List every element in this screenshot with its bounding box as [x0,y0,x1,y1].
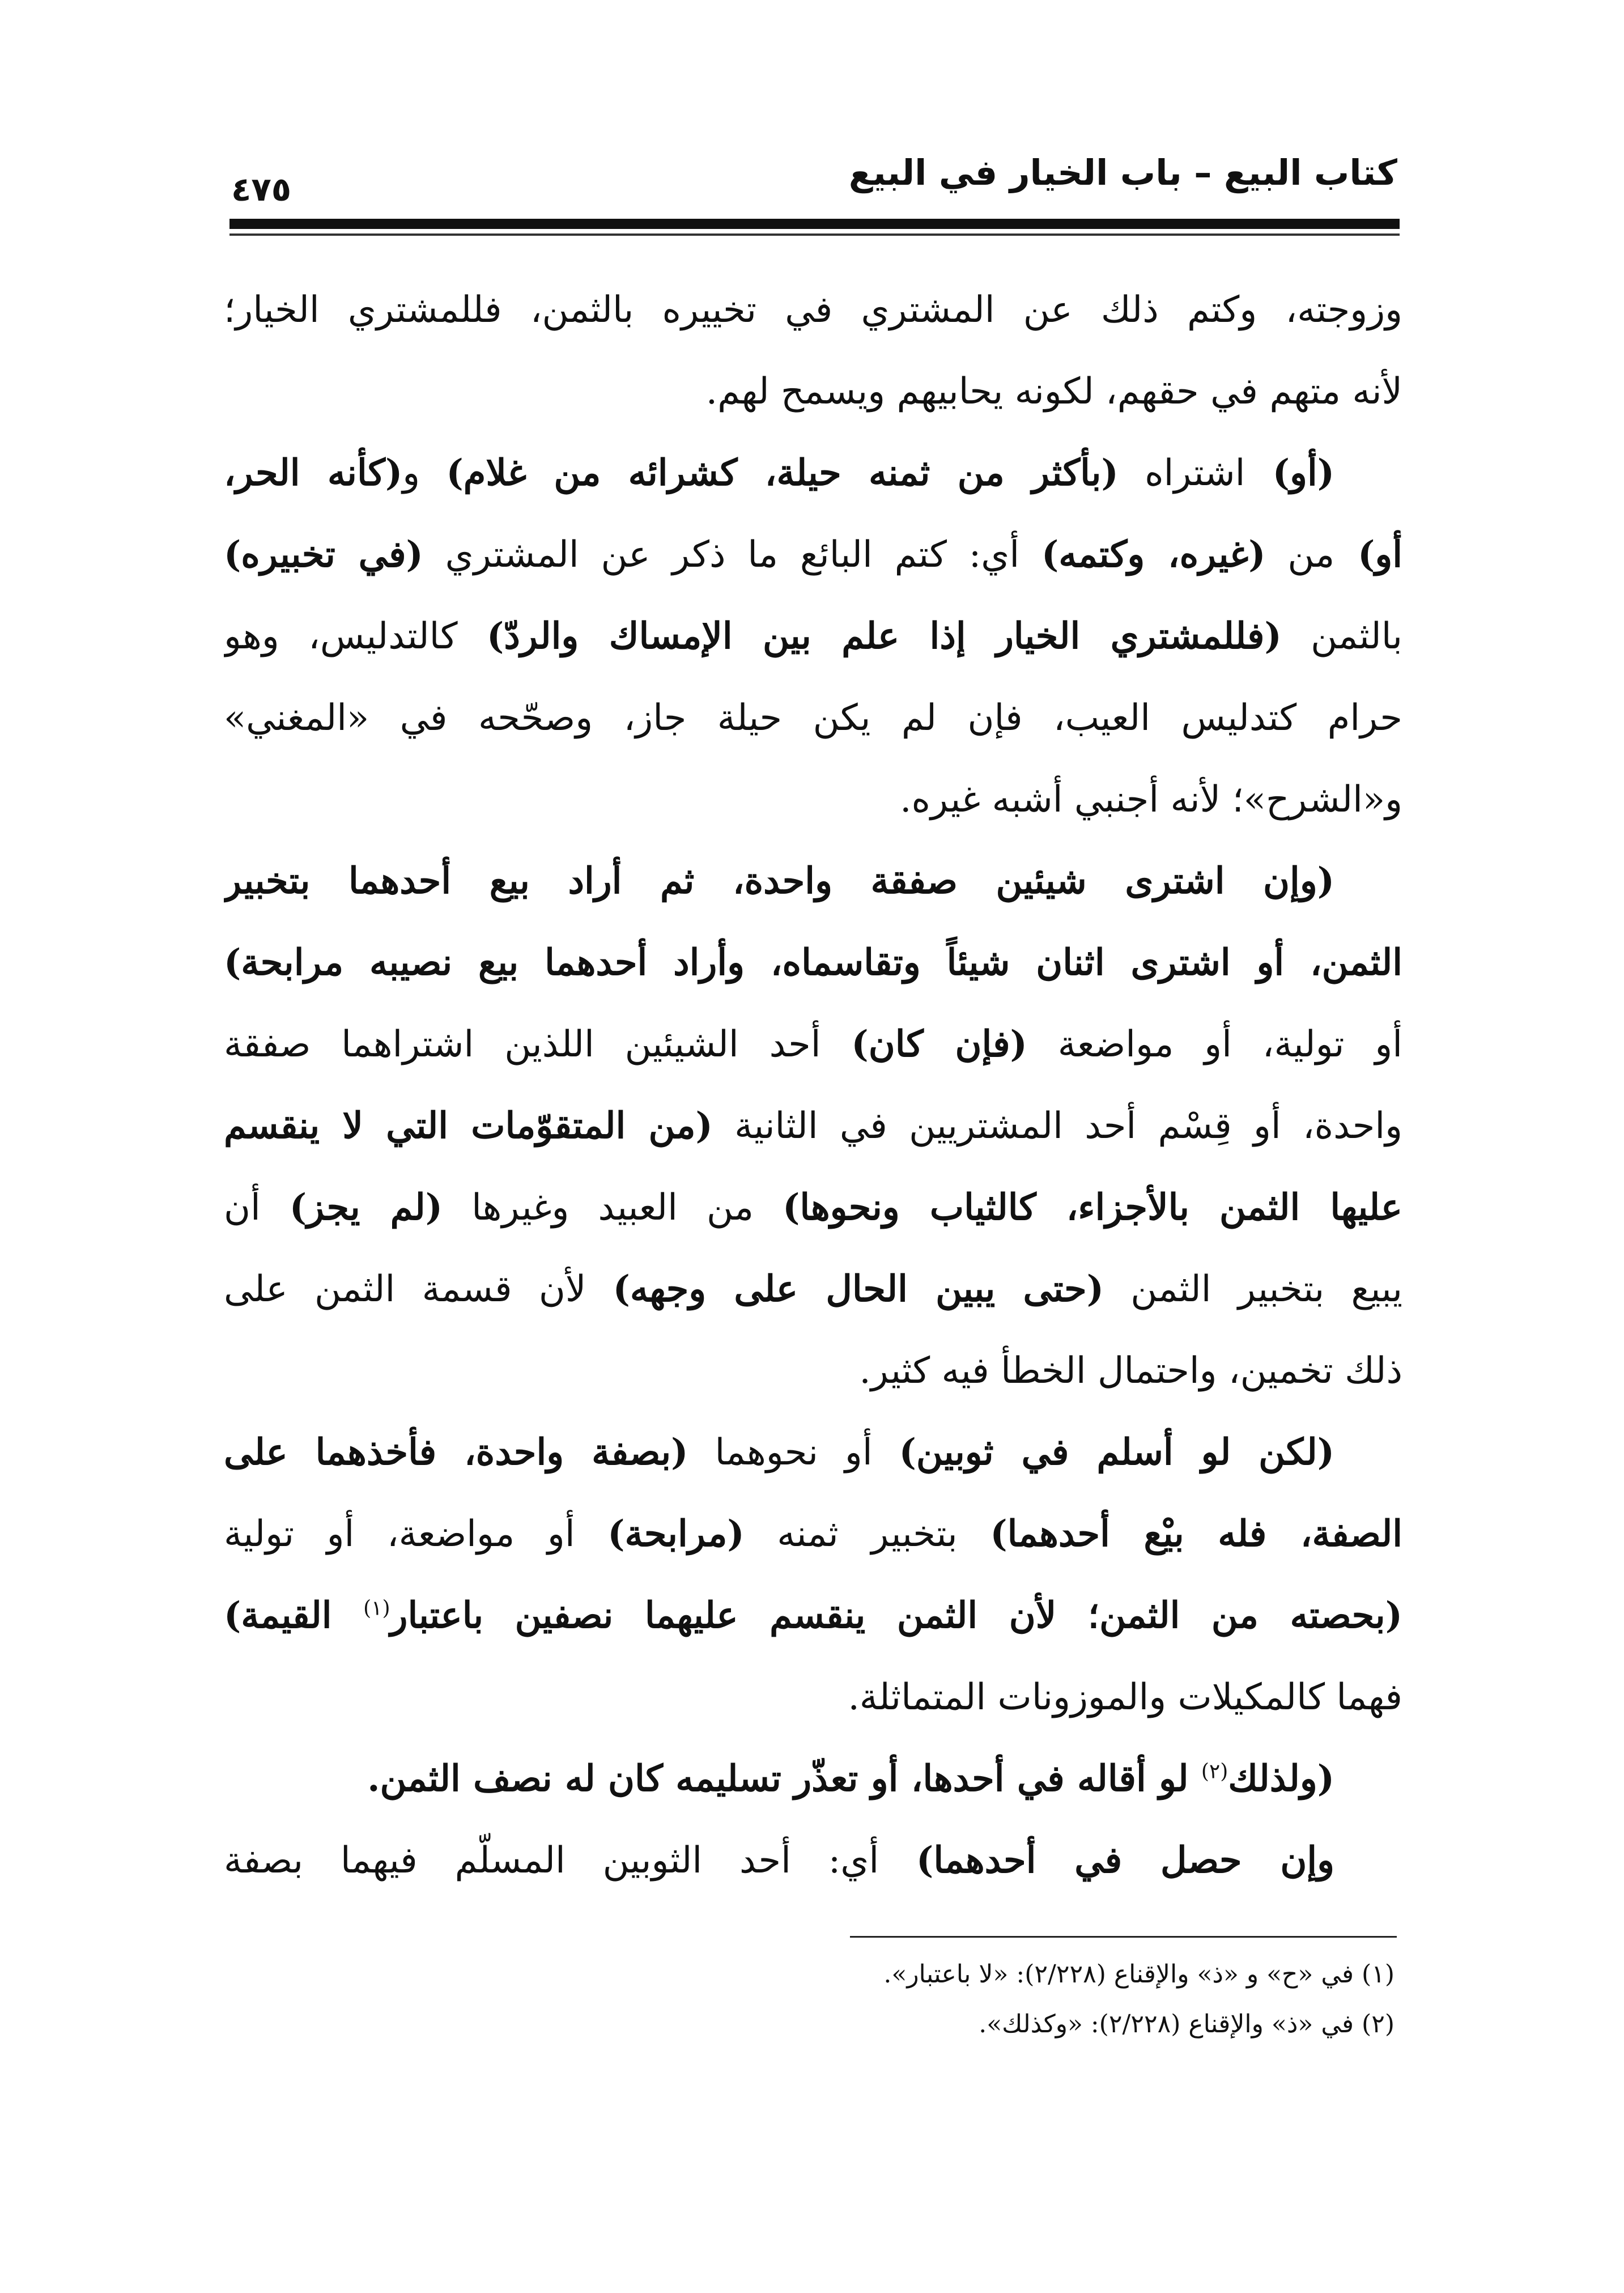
text-line [224,677,1402,759]
text-run: وزوجته، وكتم ذلك عن المشتري في تخييره بالثمن، فللمشتري الخيار؛ [224,289,1402,331]
text-run: (من المتقوّمات التي لا ينقسم [224,1105,713,1147]
text-run: أو) [1334,533,1402,576]
running-head: كتاب البيع – باب الخيار في البيع [848,152,1397,193]
text-line [224,840,1402,922]
text-run: (فللمشتري الخيار إذا علم بين الإمساك والردّ) [487,615,1282,657]
body-text [224,269,1402,1901]
text-run: من العبيد وغيرها [443,1187,783,1229]
text-run: عليها الثمن بالأجزاء، كالثياب ونحوها) [783,1186,1402,1229]
text-line [224,1167,1402,1249]
text-run: أحد الشيئين اللذين اشتراهما صفقة [224,1024,852,1065]
text-run: كالتدليس، وهو [224,615,487,657]
footnote-rule [850,1936,1397,1938]
footnote-marker: (١) [363,1596,390,1620]
text-run: (بصفة واحدة، فأخذهما على [224,1431,688,1474]
footnote-1: (١) في «ح» و «ذ» والإقناع (٢/٢٢٨): «لا باعتبار». [883,1960,1395,1989]
text-run: وإن حصل في أحدهما) [916,1839,1335,1882]
text-run: الثمن، أو اشترى اثنان شيئاً وتقاسماه، وأراد أحدهما بيع نصيبه مرابحة) [224,941,1402,984]
text-run: (أو) [1245,452,1335,494]
text-run: أن [224,1187,290,1229]
text-run: و«الشرح»؛ لأنه أجنبي أشبه غيره. [900,779,1402,821]
text-run: و [402,452,447,494]
text-run: (كأنه الحر، [224,452,403,494]
text-run: بتخبير ثمنه [744,1513,990,1555]
text-run: (مرابحة) [607,1513,745,1555]
text-line [224,1493,1402,1575]
text-run: لأن قسمة الثمن على [224,1268,613,1310]
text-line [224,1575,1402,1657]
text-line [224,514,1402,596]
text-line [224,759,1402,840]
text-line [224,1820,1402,1901]
text-run: (غيره، وكتمه) [1041,533,1266,576]
text-run: لأنه متهم في حقهم، لكونه يحابيهم ويسمح لهم. [705,371,1402,413]
text-line [224,1412,1402,1493]
text-line [224,1330,1402,1412]
text-run: أي: كتم البائع ما ذكر عن المشتري [423,534,1041,576]
text-run: (بحصته من الثمن؛ لأن الثمن ينقسم عليهما نصفين باعتبار [390,1594,1402,1637]
text-run: (لكن لو أسلم في ثوبين) [899,1431,1335,1474]
text-line [224,432,1402,514]
text-run: (فإن كان) [851,1023,1027,1065]
text-run: حرام كتدليس العيب، فإن لم يكن حيلة جاز، وصحّحه في «المغني» [224,697,1402,739]
text-run: أو تولية، أو مواضعة [1027,1024,1402,1065]
text-run: (ولذلك [1228,1757,1334,1800]
text-line [224,1004,1402,1085]
text-line [224,269,1402,351]
text-line [224,1249,1402,1330]
text-run: ذلك تخمين، واحتمال الخطأ فيه كثير. [859,1350,1402,1392]
text-run: لو أقاله في أحدها، أو تعذّر تسليمه كان له نصف الثمن. [367,1757,1201,1800]
text-run: أي: أحد الثوبين المسلّم فيهما بصفة [224,1840,917,1882]
footnote-2: (٢) في «ذ» والإقناع (٢/٢٢٨): «وكذلك». [979,2010,1395,2039]
text-line [224,351,1402,432]
text-run: يبيع بتخبير الثمن [1104,1268,1402,1310]
text-run: بالثمن [1281,615,1402,657]
text-run: (لم يجز) [289,1186,443,1229]
text-run: (وإن اشترى شيئين صفقة واحدة، ثم أراد بيع أحدهما بتخبير [224,860,1334,902]
text-run: من [1265,534,1335,576]
footnote-marker: (٢) [1201,1760,1228,1784]
text-run: القيمة) [224,1594,364,1637]
text-run: فهما كالمكيلات والموزونات المتماثلة. [848,1676,1402,1718]
text-run: (بأكثر من ثمنه حيلة، كشرائه من غلام) [446,452,1119,494]
text-run: أو مواضعة، أو تولية [224,1513,608,1555]
text-run: الصفة، فله بيْع أحدهما) [990,1513,1402,1555]
text-run: واحدة، أو قِسْم أحد المشتريين في الثانية [712,1105,1402,1147]
header-rule [229,219,1400,229]
page-number: ٤٧٥ [231,170,292,209]
text-run: أو نحوهما [688,1432,899,1474]
text-line [224,1657,1402,1738]
text-line [224,596,1402,677]
header-rule-thin [229,233,1400,236]
text-line [224,1738,1402,1820]
text-line [224,922,1402,1004]
text-run: (في تخبيره) [224,533,423,576]
footnotes [227,1950,1395,2049]
text-run: (حتى يبين الحال على وجهه) [613,1268,1104,1310]
text-run: اشتراه [1118,452,1245,494]
text-line [224,1085,1402,1167]
